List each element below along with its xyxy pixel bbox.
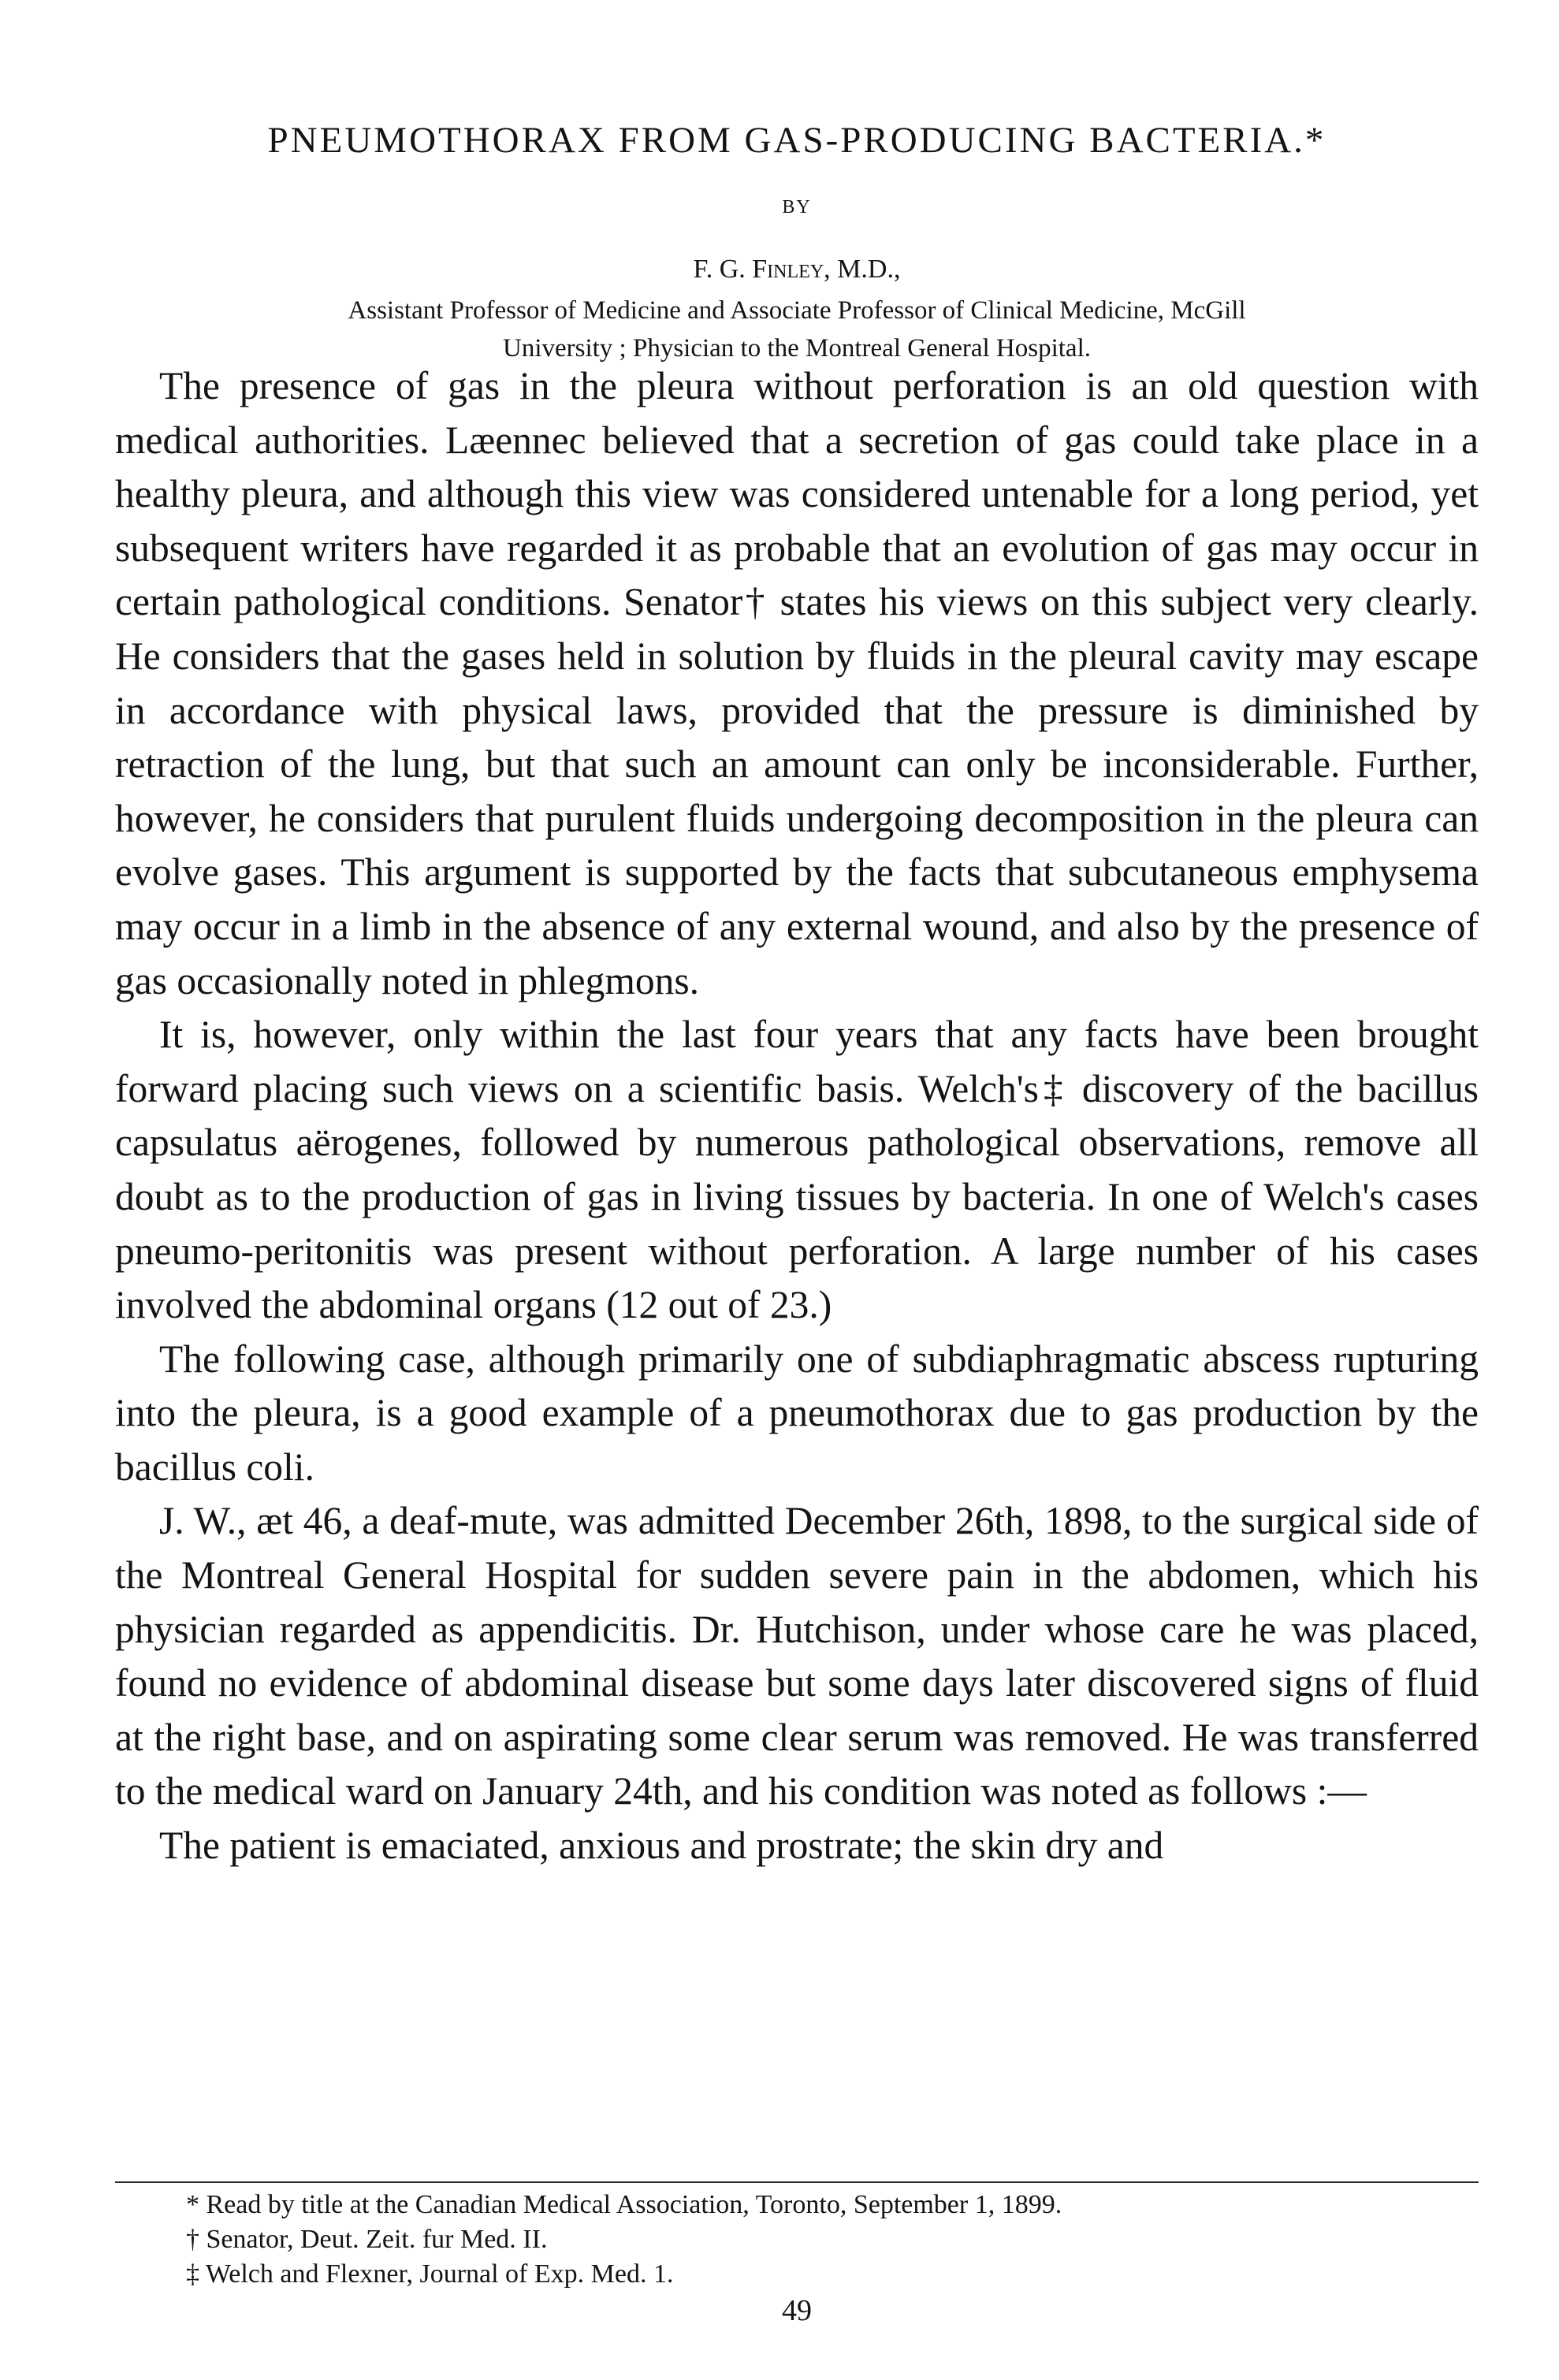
affiliation-line-1: Assistant Professor of Medicine and Associate Professor of Clinical Medicine, McGill: [348, 296, 1246, 325]
paragraph-5: The patient is emaciated, anxious and prostrate; the skin dry and: [159, 1824, 1164, 1868]
author-name: F. G. Finley, M.D.,: [693, 255, 901, 284]
footnote-3: ‡ Welch and Flexner, Journal of Exp. Med. 1.: [186, 2259, 674, 2289]
paragraph-4: J. W., æt 46, a deaf-mute, was admitted December 26th, 1898, to the surgical side of the Montreal General Hospital for sudden severe pain in the abdomen, which his physician regarded as appendicitis. Dr. Hutchison, under whose care he was placed, found no evidence of abdominal disease but some days later discovered signs of fluid at the right base, and on aspirating some clear serum was removed. He was transferred to the medical ward on January 24th, and his condition was noted as follows :—: [115, 1499, 1479, 1813]
footnote-1: * Read by title at the Canadian Medical Association, Toronto, September 1, 1899.: [186, 2190, 1062, 2219]
paragraph-2: It is, however, only within the last four years that any facts have been brought forward placing such views on a scientific basis. Welch's‡ discovery of the bacillus capsulatus aërogenes, followed by numerous pathological observations, remove all doubt as to the production of gas in living tissues by bacteria. In one of Welch's cases pneumo-peritonitis was present without perforation. A large number of his cases involved the abdominal organs (12 out of 23.): [115, 1013, 1479, 1327]
page-number: 49: [782, 2294, 812, 2327]
paragraph-3: The following case, although primarily one of subdiaphragmatic abscess rupturing into the pleura, is a good example of a pneumothorax due to gas production by the bacillus coli.: [115, 1337, 1479, 1489]
affiliation-line-2: University ; Physician to the Montreal General Hospital.: [502, 334, 1091, 363]
footnote-2: † Senator, Deut. Zeit. fur Med. II.: [186, 2225, 548, 2254]
article-title: PNEUMOTHORAX FROM GAS-PRODUCING BACTERIA.*: [267, 120, 1326, 161]
paragraph-1: The presence of gas in the pleura without perforation is an old question with medical authorities. Læennec believed that a secretion of gas could take place in a healthy pleura, and although this view was considered untenable for a long period, yet subsequent writers have regarded it as probable that an evolution of gas may occur in certain pathological conditions. Senator† states his views on this subject very clearly. He considers that the gases held in solution by fluids in the pleural cavity may escape in accordance with physical laws, provided that the pressure is diminished by retraction of the lung, but that such an amount can only be inconsiderable. Further, however, he considers that purulent fluids undergoing decomposition in the pleura can evolve gases. This argument is supported by the facts that subcutaneous emphysema may occur in a limb in the absence of any external wound, and also by the presence of gas occasionally noted in phlegmons.: [115, 364, 1479, 1002]
footnote-divider: [115, 2181, 1479, 2183]
footnotes: [186, 2188, 1479, 2292]
byline: BY: [782, 197, 812, 218]
author-affiliation: [115, 292, 1479, 367]
article-body: [115, 359, 1479, 1873]
